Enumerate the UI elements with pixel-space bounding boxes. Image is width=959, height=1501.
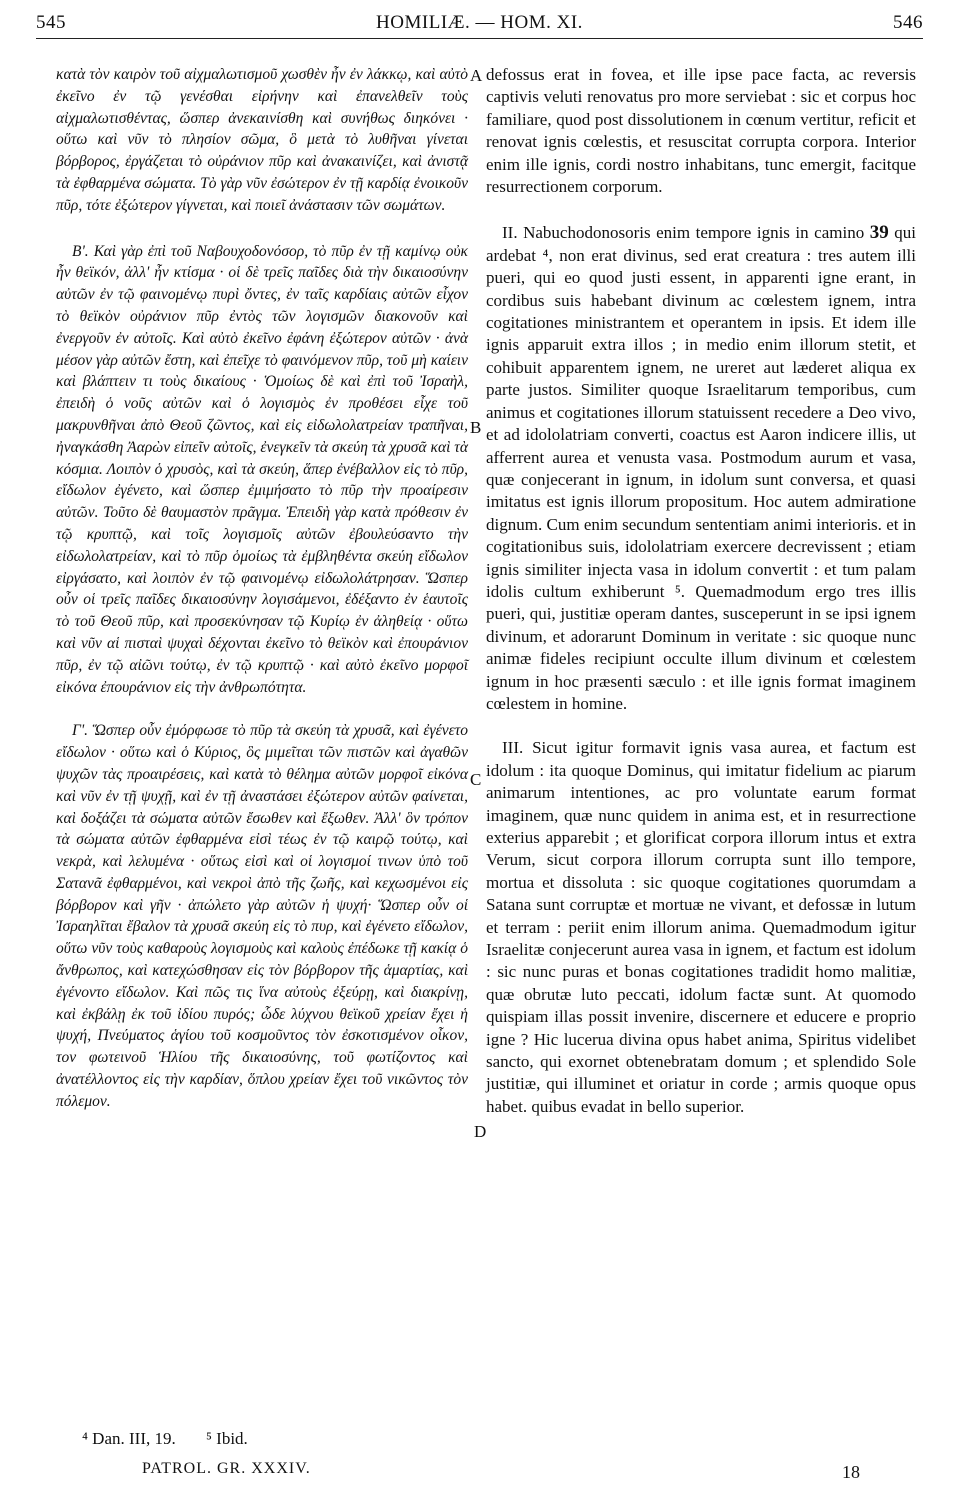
greek-paragraph-1: κατὰ τὸν καιρὸν τοῦ αἰχμαλωτισμοῦ χωσθὲν ἦν ἐν λάκκῳ, καὶ αὐτὸ ἐκεῖνο ἐν τῷ γενέσθαι εἰρήνην καὶ ἐπανελθεῖν τοὺς αἰχμαλωτισθέντας, ὥσπερ ἀνεκαινίσθη καὶ συνήθως διηκόνει · οὕτω καὶ νῦν τὸ πλησίον σῶμα, ὃ μετὰ τὸ λυθῆναι γίνεται βόρβορος, ἐργάζεται τὸ οὐράνιον πῦρ καὶ ἀνακαινίζει, καὶ ἀνιστᾷ τὰ ἐφθαρμένα σώματα. Τὸ γὰρ νῦν ἐσώτερον ἐν τῇ καρδίᾳ ἐνοικοῦν πῦρ, τότε ἐξώτερον γίγνεται, καὶ ποιεῖ ἀνάστασιν τῶν σωμάτων. — [56, 66, 468, 214]
latin-paragraph-2 — [486, 222, 916, 715]
latin-column — [486, 64, 916, 1118]
greek-column — [56, 64, 468, 1113]
header-rule — [36, 38, 923, 39]
greek-paragraph-2: Β'. Καὶ γὰρ ἐπὶ τοῦ Ναβουχοδονόσορ, τὸ πῦρ ἐν τῇ καμίνῳ οὐκ ἦν θεϊκόν, ἀλλ' ἦν κτίσμα · οἱ δὲ τρεῖς παῖδες διὰ τὴν δικαιοσύνην αὐτῶν ἐν τῷ φαινομένῳ πυρὶ ὄντες, ἐν ταῖς καρδίαις αὐτῶν εἶχον τὸ θεϊκὸν οὐράνιον πῦρ ἐντὸς τῶν λογισμῶν διακονοῦν καὶ ἐνεργοῦν ἐν αὐτοῖς. Καὶ αὐτὸ ἐκεῖνο ἐφάνη ἐξώτερον αὐτῶν · ἀνὰ μέσον γὰρ αὐτῶν ἔστη, καὶ ἐπεῖχε τὸ φαινόμενον πῦρ, τοῦ μὴ καίειν καὶ βλάπτειν τι τοὺς δικαίους · Ὁμοίως δὲ καὶ ἐπὶ τοῦ Ἰσραὴλ, ἐπειδὴ ὁ νοῦς αὐτῶν καὶ ὁ λογισμὸς ἐν προθέσει εἶχε τοῦ μακρυνθῆναι ἀπὸ Θεοῦ ζῶντος, καὶ εἰς εἰδωλολατρείαν τραπῆναι, ἠναγκάσθη Ἀαρὼν εἰπεῖν αὐτοῖς, ἐνεγκεῖν τὰ σκεύη τὰ χρυσᾶ καὶ τὰ κόσμια. Λοιπὸν ὁ χρυσὸς, καὶ τὰ σκεύη, ἅπερ ἐνέβαλλον εἰς τὸ πῦρ, εἴδωλον ἐγένετο, καὶ ὥσπερ ἐμιμήσατο τὸ πῦρ τὴν προαίρεσιν αὐτῶν. Τοῦτο δὲ θαυμαστὸν πρᾶγμα. Ἐπειδὴ γὰρ κατὰ πρόθεσιν ἐν τῷ κρυπτῷ, καὶ τοῖς λογισμοῖς αὐτῶν ἐβουλεύσαντο τὴν εἰδωλολατρείαν, καὶ τὸ πῦρ ὁμοίως τὰ ἐμβληθέντα σκεύη εἴδωλον εἰργάσατο, καὶ λοιπὸν ἐν τῷ φαινομένῳ εἰδωλολάτρησαν. Ὥσπερ οὖν οἱ τρεῖς παῖδες δικαιοσύνην λογισάμενοι, ἐδέξαντο ἐν ἑαυτοῖς τὸ τοῦ Θεοῦ πῦρ, καὶ προσεκύνησαν τῷ Κυρίῳ ἐν ἀληθείᾳ · οὕτω καὶ νῦν αἱ πισταὶ ψυχαὶ δέχονται ἐκεῖνο τὸ θεϊκὸν καὶ ἐπουράνιον πῦρ, ἐν τῷ αἰῶνι τούτῳ, ἐν τῷ κρυπτῷ · καὶ αὐτὸ ἐκεῖνο μορφοῖ εἰκόνα ἐπουράνιον εἰς τὴν ἀνθρωπότητα. — [56, 242, 468, 696]
margin-letter-a: A — [470, 66, 483, 85]
footnote-4: ⁴ Dan. III, 19. — [82, 1429, 176, 1448]
footnotes — [82, 1429, 274, 1449]
column-number: 39 — [869, 222, 889, 244]
latin-paragraph-3: III. Sicut igitur formavit ignis vasa aurea, et factum est idolum : ita quoque Dominus, qui imitatur fidelium ac piarum animarum intentiones, ac pro voluntate earum format imaginem, quæ nunc quidem in anima est, et in resurrectione exterius apparebit ; et glorificat corpora illorum intus et extra Verum, sicut corpora illorum corrupta sunt illo tempore, mortua et dissoluta : sic quoque cogitationes quorumdam a Satana sunt corruptæ et mortuæ ne vivant, et defossæ in lutum et terram : periit enim illorum anima. Quemadmodum igitur Israelitæ conjecerunt aurea vasa in ignem, et factum est idolum : sic nunc puras et bonas cogitationes tradidit homo malitiæ, quæ obrutæ luto peccati, idolum factæ sunt. At quomodo quispiam illas possit invenire, discernere et educere e proprio igne ? Hic lucerua divina opus habet anima, Spiritus videlibet sancto, qui exornet obtenebratam domum ; et splendido Sole justitiæ, qui illuminet et oriatur in corde ; armis quoque opus habet. quibus evadat in bello superior. — [486, 738, 916, 1116]
footer-signature: 18 — [842, 1462, 860, 1482]
greek-paragraph-3: Γ'. Ὥσπερ οὖν ἐμόρφωσε τὸ πῦρ τὰ σκεύη τὰ χρυσᾶ, καὶ ἐγένετο εἴδωλον · οὕτω καὶ ὁ Κύριος, ὃς μιμεῖται τῶν πιστῶν καὶ ἀγαθῶν ψυχῶν τὰς προαιρέσεις, καὶ κατὰ τὸ θέλημα αὐτῶν μορφοῖ εἰκόνα καὶ νῦν ἐν τῇ ψυχῇ, καὶ ἐν τῇ ἀναστάσει ἐξώτερον αὐτῶν φαίνεται, καὶ δοξάζει τὰ σώματα αὐτῶν ἔσωθεν καὶ ἔξωθεν. Ἀλλ' ὃν τρόπον τὰ σώματα αὐτῶν ἐφθαρμένα εἰσὶ τέως ἐν τῷ καιρῷ τούτῳ, καὶ νεκρὰ, καὶ λελυμένα · οὕτως εἰσὶ καὶ οἱ λογισμοί τινων ὑπὸ τοῦ Σατανᾶ ἐφθαρμένοι, καὶ νεκροὶ ἀπὸ τῆς ζωῆς, καὶ κεχωσμένοι εἰς βόρβορον καὶ γῆν · ἀπώλετο γὰρ αὐτῶν ἡ ψυχή· Ὥσπερ οὖν οἱ Ἰσραηλῖται ἔβαλον τὰ χρυσᾶ σκεύη εἰς τὸ πυρ, καὶ ἐγένετο εἴδωλον, οὕτω νῦν τοὺς καθαροὺς λογισμοὺς καὶ καλοὺς ἐπέδωκε τῇ κακίᾳ ὁ ἄνθρωπος, καὶ κατεχώσθησαν εἰς τὸν βόρβορον τῆς ἁμαρτίας, καὶ ἐγένοντο εἴδωλον. Καὶ πῶς τις ἵνα αὐτοὺς ἐξεύρῃ, καὶ διακρίνῃ, καὶ ἐκβάλῃ ἐκ τοῦ ἰδίου πυρός; ὧδε λύχνου θεϊκοῦ χρείαν ἔχει ἡ ψυχή, Πνεύματος ἁγίου τοῦ κοσμοῦντος τὸν ἐσκοτισμένον οἶκον, τον φωτεινοῦ Ἡλίου τῆς δικαιοσύνης, τοῦ φωτίζοντος καὶ ἀνατέλλοντος εἰς τὴν καρδίαν, ὅπλου χρείαν ἔχει τοῦ νικῶντος τὸν πόλεμον. — [56, 722, 468, 1110]
running-title: HOMILIÆ. — HOM. XI. — [376, 12, 583, 33]
latin-paragraph-1: defossus erat in fovea, et ille ipse pace facta, ac reversis captivis veluti renovatus pro more serviebat : sic et corpus hoc familiare, quod post dissolutionem in cœnum vertitur, reficit et renovat ignis cœlestis, et resuscitat corrupta corpora. Interior enim ille ignis, cordi nostro inhabitans, tunc emergit, facitque resurrectionem corporum. — [486, 65, 916, 197]
latin-paragraph-2-rest: qui ardebat ⁴, non erat divinus, sed erat creatura : tres autem illi pueri, qui eo quod justi essent, in apparenti igne erant, in cordibus suis habebant divinum ac cœlestem ignem, intra cogitationes ministrantem et operantem in ipsis. Et idem ille ignis apparuit extra illos ; in medio enim illorum stetit, et cohibuit apparentem ignem, ne ureret aut læderet aliqua ex parte justos. Similiter quoque Israelitarum temporibus, cum animus et cogitationes illorum statuissent recedere a Deo vivo, et ad idololatriam converti, coactus est Aaron indicere illis, ut afferrent aurea et venusta vasa. Postmodum aurum et vasa, quæ conjecerant in ignum, in idolum sunt conversa, et quasi imitatus est ignis illorum propositum. Hoc autem admiratione dignum. Cum enim secundum sententiam animi interioris. et in cogitationibus suis, idololatriam exercere decrevissent ; etiam ignis similiter injecta vasa in idolum convertit : et tum palam idolis cultum exhiberunt ⁵. Quemadmodum ergo tres illis pueri, qui, justitiæ operam dantes, susceperunt in se ipsi ignem divinum, et adorarunt Dominum in veritate : sic quoque nunc animæ fideles recipiunt occulte illum divinum et cœlestem ignum in hoc præsenti sæculo : et ille ignis format imaginem cœlestem in homine. — [486, 223, 917, 713]
page-number-right: 546 — [893, 12, 923, 33]
latin-paragraph-2-start: II. Nabuchodonosoris enim tempore ignis in camino — [502, 223, 865, 243]
page-number-left: 545 — [36, 12, 66, 33]
footer-volume: PATROL. GR. XXXIV. — [142, 1460, 311, 1477]
margin-letter-b: B — [470, 418, 482, 437]
margin-letter-c: C — [470, 770, 482, 789]
footnote-5: ⁵ Ibid. — [205, 1429, 248, 1448]
margin-letter-d: D — [474, 1122, 487, 1141]
